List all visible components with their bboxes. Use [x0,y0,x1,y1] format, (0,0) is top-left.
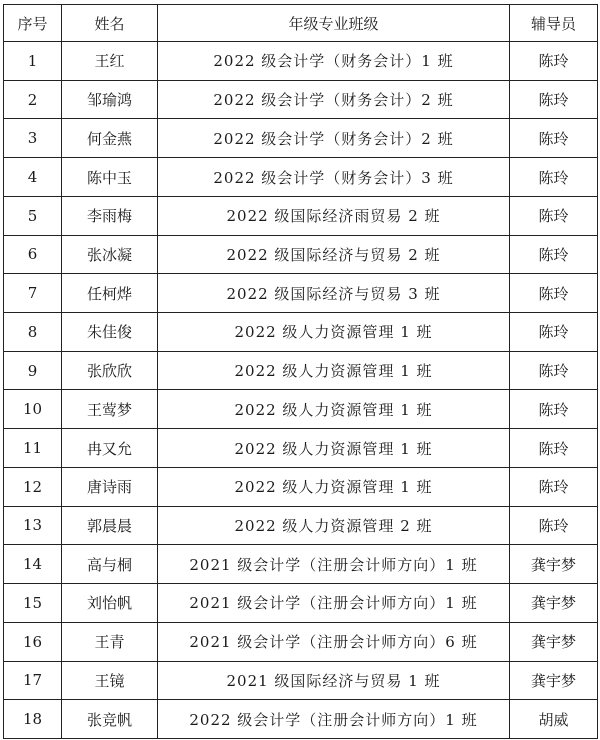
table-row [4,429,598,468]
cell-advisor: 胡威 [510,700,598,739]
table-row [4,196,598,235]
cell-class: 2022 级国际经济与贸易 2 班 [158,235,510,274]
cell-class: 2021 级国际经济与贸易 1 班 [158,661,510,700]
header-class: 年级专业班级 [158,5,510,42]
table-header-row [4,5,598,42]
table-row [4,584,598,623]
cell-advisor: 龚宇梦 [510,545,598,584]
cell-name: 刘怡帆 [62,584,158,623]
cell-name: 王红 [62,42,158,81]
table-row [4,467,598,506]
header-advisor: 辅导员 [510,5,598,42]
cell-class: 2021 级会计学（注册会计师方向）6 班 [158,622,510,661]
cell-seq: 1 [4,42,62,81]
cell-name: 高与桐 [62,545,158,584]
table-row [4,622,598,661]
cell-advisor: 陈玲 [510,80,598,119]
cell-name: 陈中玉 [62,158,158,197]
cell-advisor: 陈玲 [510,351,598,390]
cell-advisor: 陈玲 [510,506,598,545]
cell-class: 2022 级会计学（财务会计）2 班 [158,119,510,158]
cell-advisor: 陈玲 [510,467,598,506]
cell-advisor: 龚宇梦 [510,584,598,623]
cell-class: 2022 级人力资源管理 1 班 [158,351,510,390]
cell-class: 2022 级人力资源管理 1 班 [158,390,510,429]
cell-advisor: 陈玲 [510,429,598,468]
table-row [4,506,598,545]
cell-name: 邹瑜鸿 [62,80,158,119]
cell-name: 朱佳俊 [62,313,158,352]
header-seq: 序号 [4,5,62,42]
cell-class: 2021 级会计学（注册会计师方向）1 班 [158,584,510,623]
cell-name: 唐诗雨 [62,467,158,506]
cell-name: 冉又允 [62,429,158,468]
cell-advisor: 龚宇梦 [510,622,598,661]
cell-name: 王镜 [62,661,158,700]
table-row [4,274,598,313]
table-row [4,390,598,429]
cell-advisor: 陈玲 [510,119,598,158]
cell-advisor: 陈玲 [510,274,598,313]
cell-seq: 3 [4,119,62,158]
cell-advisor: 陈玲 [510,390,598,429]
cell-advisor: 陈玲 [510,42,598,81]
cell-seq: 5 [4,196,62,235]
cell-seq: 8 [4,313,62,352]
cell-seq: 11 [4,429,62,468]
cell-seq: 2 [4,80,62,119]
cell-advisor: 陈玲 [510,158,598,197]
cell-seq: 15 [4,584,62,623]
cell-class: 2022 级会计学（财务会计）3 班 [158,158,510,197]
cell-seq: 6 [4,235,62,274]
table-row [4,351,598,390]
cell-class: 2022 级人力资源管理 1 班 [158,429,510,468]
cell-name: 王莺梦 [62,390,158,429]
header-name: 姓名 [62,5,158,42]
table-row [4,235,598,274]
table-row [4,700,598,739]
cell-seq: 4 [4,158,62,197]
table-row [4,313,598,352]
cell-name: 何金燕 [62,119,158,158]
cell-advisor: 陈玲 [510,196,598,235]
cell-name: 张冰凝 [62,235,158,274]
cell-seq: 18 [4,700,62,739]
table-row [4,119,598,158]
cell-class: 2022 级会计学（财务会计）2 班 [158,80,510,119]
cell-name: 李雨梅 [62,196,158,235]
table-row [4,42,598,81]
cell-seq: 7 [4,274,62,313]
cell-advisor: 陈玲 [510,235,598,274]
table-row [4,158,598,197]
cell-class: 2022 级人力资源管理 2 班 [158,506,510,545]
cell-class: 2022 级会计学（财务会计）1 班 [158,42,510,81]
cell-class: 2021 级会计学（注册会计师方向）1 班 [158,545,510,584]
cell-seq: 14 [4,545,62,584]
cell-advisor: 陈玲 [510,313,598,352]
cell-seq: 13 [4,506,62,545]
cell-class: 2022 级会计学（注册会计师方向）1 班 [158,700,510,739]
cell-name: 王青 [62,622,158,661]
cell-seq: 12 [4,467,62,506]
table-row [4,661,598,700]
cell-class: 2022 级国际经济与贸易 3 班 [158,274,510,313]
cell-name: 郭晨晨 [62,506,158,545]
cell-name: 张竞帆 [62,700,158,739]
cell-class: 2022 级人力资源管理 1 班 [158,313,510,352]
cell-name: 任柯烨 [62,274,158,313]
cell-name: 张欣欣 [62,351,158,390]
student-table [3,4,598,739]
cell-seq: 9 [4,351,62,390]
cell-advisor: 龚宇梦 [510,661,598,700]
table-row [4,545,598,584]
table-row [4,80,598,119]
cell-seq: 17 [4,661,62,700]
cell-class: 2022 级人力资源管理 1 班 [158,467,510,506]
cell-seq: 10 [4,390,62,429]
cell-class: 2022 级国际经济雨贸易 2 班 [158,196,510,235]
cell-seq: 16 [4,622,62,661]
